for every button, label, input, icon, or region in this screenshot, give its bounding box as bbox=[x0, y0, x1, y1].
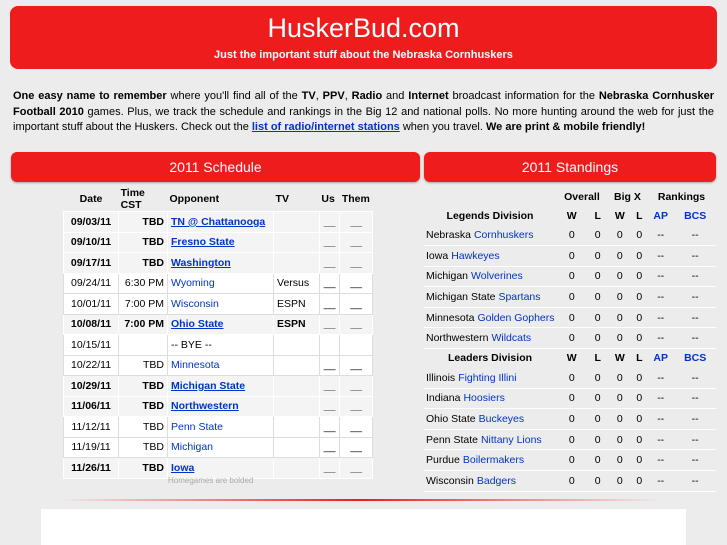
schedule-date: 09/03/11 bbox=[64, 212, 119, 233]
team-cell bbox=[424, 471, 556, 492]
schedule-opponent[interactable]: Michigan State bbox=[168, 376, 274, 397]
schedule-row bbox=[64, 294, 373, 315]
big-losses: 0 bbox=[632, 450, 647, 471]
division-header-row bbox=[424, 206, 716, 225]
schedule-date: 10/15/11 bbox=[64, 335, 119, 356]
big-wins: 0 bbox=[608, 246, 632, 267]
big-losses: 0 bbox=[632, 409, 647, 430]
schedule-us-score: __ bbox=[319, 212, 339, 233]
team-mascot-link[interactable]: Golden Gophers bbox=[477, 311, 555, 324]
schedule-opponent[interactable]: Iowa bbox=[168, 458, 274, 479]
ap-rank: -- bbox=[647, 225, 674, 246]
col-ap[interactable]: AP bbox=[653, 352, 668, 365]
schedule-tv bbox=[274, 458, 320, 479]
standings-row bbox=[424, 429, 716, 450]
team-mascot-link[interactable]: Cornhuskers bbox=[473, 229, 534, 242]
overall-losses: 0 bbox=[588, 287, 608, 308]
site-subtitle: Just the important stuff about the Nebraska Cornhuskers bbox=[214, 49, 513, 61]
col-time: Time CST bbox=[120, 187, 145, 211]
team-school: Michigan bbox=[426, 270, 469, 283]
schedule-them-score: __ bbox=[340, 355, 373, 376]
team-cell bbox=[424, 266, 556, 287]
col-bcs[interactable]: BCS bbox=[684, 209, 707, 222]
standings-table bbox=[424, 187, 716, 492]
team-school: Northwestern bbox=[426, 332, 489, 345]
schedule-opponent[interactable]: Wyoming bbox=[168, 273, 274, 294]
overall-wins: 0 bbox=[556, 307, 588, 328]
team-cell bbox=[424, 307, 556, 328]
divider bbox=[60, 499, 660, 501]
schedule-date: 10/08/11 bbox=[64, 314, 119, 335]
standings-header-row bbox=[424, 187, 716, 206]
big-losses: 0 bbox=[632, 225, 647, 246]
big-wins: 0 bbox=[608, 368, 632, 389]
schedule-tv bbox=[274, 376, 320, 397]
standings-row bbox=[424, 246, 716, 267]
schedule-date: 11/06/11 bbox=[64, 396, 119, 417]
schedule-us-score: __ bbox=[319, 355, 339, 376]
team-mascot-link[interactable]: Nittany Lions bbox=[480, 433, 542, 446]
team-mascot-link[interactable]: Spartans bbox=[498, 291, 541, 304]
schedule-tv bbox=[274, 232, 320, 253]
schedule-time: TBD bbox=[119, 253, 168, 274]
schedule-opponent[interactable]: Northwestern bbox=[168, 396, 274, 417]
intro-text: and bbox=[382, 90, 409, 102]
schedule-them-score: __ bbox=[340, 458, 373, 479]
overall-wins: 0 bbox=[556, 368, 588, 389]
big-losses: 0 bbox=[632, 287, 647, 308]
intro-friendly: We are print & mobile friendly! bbox=[486, 121, 646, 133]
bcs-rank: -- bbox=[674, 225, 716, 246]
schedule-heading: 2011 Schedule bbox=[11, 152, 420, 182]
schedule-row bbox=[64, 232, 373, 253]
big-wins: 0 bbox=[608, 328, 632, 349]
division-header-row bbox=[424, 349, 716, 368]
schedule-time: 6:30 PM bbox=[119, 273, 168, 294]
col-opponent: Opponent bbox=[169, 193, 220, 205]
intro-text: broadcast information for the bbox=[448, 90, 599, 102]
schedule-us-score: __ bbox=[319, 396, 339, 417]
col-date: Date bbox=[79, 193, 103, 205]
team-school: Michigan State bbox=[426, 291, 496, 304]
col-us: Us bbox=[321, 193, 335, 205]
team-mascot-link[interactable]: Wildcats bbox=[491, 332, 532, 345]
schedule-us-score bbox=[319, 335, 339, 356]
schedule-table bbox=[63, 187, 373, 479]
col-big-w: W bbox=[614, 209, 625, 222]
team-mascot-link[interactable]: Boilermakers bbox=[462, 454, 525, 467]
overall-losses: 0 bbox=[588, 246, 608, 267]
schedule-us-score: __ bbox=[319, 273, 339, 294]
schedule-them-score: __ bbox=[340, 376, 373, 397]
big-wins: 0 bbox=[608, 429, 632, 450]
big-wins: 0 bbox=[608, 388, 632, 409]
ap-rank: -- bbox=[647, 307, 674, 328]
team-cell bbox=[424, 328, 556, 349]
team-school: Purdue bbox=[426, 454, 460, 467]
intro-tv: TV bbox=[301, 90, 316, 102]
team-school: Illinois bbox=[426, 371, 456, 384]
schedule-date: 09/24/11 bbox=[64, 273, 119, 294]
schedule-us-score: __ bbox=[319, 232, 339, 253]
intro-text: when you travel. bbox=[399, 121, 486, 133]
schedule-row bbox=[64, 355, 373, 376]
ap-rank: -- bbox=[647, 246, 674, 267]
overall-losses: 0 bbox=[588, 429, 608, 450]
bcs-rank: -- bbox=[674, 368, 716, 389]
standings-row bbox=[424, 368, 716, 389]
schedule-opponent[interactable]: Washington bbox=[168, 253, 274, 274]
schedule-them-score: __ bbox=[340, 232, 373, 253]
schedule-tv: ESPN bbox=[274, 294, 320, 315]
schedule-tv bbox=[274, 212, 320, 233]
overall-wins: 0 bbox=[556, 429, 588, 450]
ap-rank: -- bbox=[647, 409, 674, 430]
overall-wins: 0 bbox=[556, 328, 588, 349]
col-rankings: Rankings bbox=[657, 190, 706, 203]
col-them: Them bbox=[341, 193, 370, 205]
schedule-time bbox=[119, 335, 168, 356]
intro-internet: Internet bbox=[408, 90, 449, 102]
schedule-us-score: __ bbox=[319, 437, 339, 458]
schedule-row bbox=[64, 335, 373, 356]
team-mascot-link[interactable]: Wolverines bbox=[471, 270, 523, 283]
ap-rank: -- bbox=[647, 388, 674, 409]
schedule-us-score: __ bbox=[319, 458, 339, 479]
schedule-time: 7:00 PM bbox=[119, 294, 168, 315]
team-cell bbox=[424, 368, 556, 389]
schedule-date: 11/12/11 bbox=[64, 417, 119, 438]
bcs-rank: -- bbox=[674, 429, 716, 450]
overall-wins: 0 bbox=[556, 409, 588, 430]
team-cell bbox=[424, 429, 556, 450]
col-tv: TV bbox=[275, 193, 289, 205]
schedule-time: TBD bbox=[119, 232, 168, 253]
team-mascot-link[interactable]: Hoosiers bbox=[463, 392, 505, 405]
big-losses: 0 bbox=[632, 307, 647, 328]
bcs-rank: -- bbox=[674, 307, 716, 328]
schedule-tv bbox=[274, 253, 320, 274]
schedule-opponent[interactable]: Ohio State bbox=[168, 314, 274, 335]
col-overall-l: L bbox=[594, 352, 601, 365]
schedule-time: TBD bbox=[119, 396, 168, 417]
standings-row bbox=[424, 307, 716, 328]
intro-paragraph bbox=[13, 89, 714, 136]
schedule-time: TBD bbox=[119, 212, 168, 233]
col-big: Big X bbox=[614, 190, 641, 203]
intro-text: games. Plus, we track the schedule and rankings in the Big 12 and national polls. No more hunting around the web for just the important stuff about the Huskers. Check out the bbox=[13, 105, 715, 133]
schedule-opponent[interactable]: Wisconsin bbox=[168, 294, 274, 315]
schedule-row bbox=[64, 253, 373, 274]
col-ap[interactable]: AP bbox=[653, 209, 668, 222]
standings-row bbox=[424, 471, 716, 492]
schedule-footnote: Homegames are bolded bbox=[168, 476, 254, 485]
standings-row bbox=[424, 450, 716, 471]
schedule-them-score: __ bbox=[340, 294, 373, 315]
schedule-row bbox=[64, 212, 373, 233]
bcs-rank: -- bbox=[674, 409, 716, 430]
schedule-us-score: __ bbox=[319, 294, 339, 315]
schedule-time: TBD bbox=[119, 355, 168, 376]
col-overall: Overall bbox=[564, 190, 600, 203]
schedule-us-score: __ bbox=[319, 417, 339, 438]
bcs-rank: -- bbox=[674, 266, 716, 287]
division-name: Legends Division bbox=[446, 209, 534, 222]
schedule-row bbox=[64, 437, 373, 458]
big-wins: 0 bbox=[608, 225, 632, 246]
site-header bbox=[10, 6, 717, 69]
team-school: Nebraska bbox=[426, 229, 471, 242]
team-school: Minnesota bbox=[426, 311, 475, 324]
overall-losses: 0 bbox=[588, 471, 608, 492]
schedule-date: 11/26/11 bbox=[64, 458, 119, 479]
schedule-tv bbox=[274, 396, 320, 417]
schedule-time: TBD bbox=[119, 437, 168, 458]
intro-radio: Radio bbox=[351, 90, 383, 102]
big-losses: 0 bbox=[632, 471, 647, 492]
standings-row bbox=[424, 266, 716, 287]
schedule-us-score: __ bbox=[319, 253, 339, 274]
schedule-row bbox=[64, 314, 373, 335]
col-overall-w: W bbox=[566, 352, 577, 365]
overall-wins: 0 bbox=[556, 266, 588, 287]
schedule-opponent[interactable]: Minnesota bbox=[168, 355, 274, 376]
schedule-them-score: __ bbox=[340, 417, 373, 438]
overall-losses: 0 bbox=[588, 450, 608, 471]
ap-rank: -- bbox=[647, 471, 674, 492]
overall-losses: 0 bbox=[588, 266, 608, 287]
overall-wins: 0 bbox=[556, 388, 588, 409]
big-wins: 0 bbox=[608, 287, 632, 308]
schedule-them-score bbox=[340, 335, 373, 356]
schedule-row bbox=[64, 458, 373, 479]
bcs-rank: -- bbox=[674, 388, 716, 409]
schedule-them-score: __ bbox=[340, 314, 373, 335]
overall-wins: 0 bbox=[556, 471, 588, 492]
ap-rank: -- bbox=[647, 429, 674, 450]
big-losses: 0 bbox=[632, 368, 647, 389]
schedule-time: 7:00 PM bbox=[119, 314, 168, 335]
col-big-l: L bbox=[636, 352, 643, 365]
overall-losses: 0 bbox=[588, 328, 608, 349]
overall-losses: 0 bbox=[588, 307, 608, 328]
schedule-them-score: __ bbox=[340, 273, 373, 294]
intro-team: Nebraska Cornhusker Football 2010 bbox=[13, 90, 714, 118]
overall-losses: 0 bbox=[588, 409, 608, 430]
col-overall-l: L bbox=[594, 209, 601, 222]
schedule-date: 10/01/11 bbox=[64, 294, 119, 315]
standings-row bbox=[424, 225, 716, 246]
team-cell bbox=[424, 246, 556, 267]
team-school: Wisconsin bbox=[426, 474, 474, 487]
ap-rank: -- bbox=[647, 287, 674, 308]
schedule-them-score: __ bbox=[340, 437, 373, 458]
col-big-l: L bbox=[636, 209, 643, 222]
schedule-them-score: __ bbox=[340, 253, 373, 274]
intro-comma: , bbox=[344, 90, 352, 102]
schedule-date: 09/17/11 bbox=[64, 253, 119, 274]
schedule-tv bbox=[274, 437, 320, 458]
intro-comma: , bbox=[315, 90, 323, 102]
schedule-tv bbox=[274, 355, 320, 376]
schedule-date: 10/22/11 bbox=[64, 355, 119, 376]
division-name: Leaders Division bbox=[447, 352, 533, 365]
bcs-rank: -- bbox=[674, 287, 716, 308]
big-losses: 0 bbox=[632, 328, 647, 349]
schedule-opponent[interactable]: Michigan bbox=[168, 437, 274, 458]
schedule-tv: ESPN bbox=[274, 314, 320, 335]
schedule-opponent: -- BYE -- bbox=[168, 335, 274, 356]
overall-wins: 0 bbox=[556, 287, 588, 308]
team-mascot-link[interactable]: Hawkeyes bbox=[451, 249, 500, 262]
big-losses: 0 bbox=[632, 246, 647, 267]
schedule-opponent[interactable]: Penn State bbox=[168, 417, 274, 438]
col-big-w: W bbox=[614, 352, 625, 365]
bcs-rank: -- bbox=[674, 328, 716, 349]
team-cell bbox=[424, 388, 556, 409]
schedule-header-row bbox=[64, 187, 373, 212]
stations-link[interactable]: list of radio/internet stations bbox=[251, 121, 400, 133]
schedule-row bbox=[64, 273, 373, 294]
col-overall-w: W bbox=[566, 209, 577, 222]
schedule-opponent[interactable]: TN @ Chattanooga bbox=[168, 212, 274, 233]
team-cell bbox=[424, 287, 556, 308]
overall-losses: 0 bbox=[588, 388, 608, 409]
team-cell bbox=[424, 409, 556, 430]
standings-heading: 2011 Standings bbox=[424, 152, 716, 182]
big-wins: 0 bbox=[608, 409, 632, 430]
big-wins: 0 bbox=[608, 471, 632, 492]
team-school: Indiana bbox=[426, 392, 461, 405]
big-wins: 0 bbox=[608, 307, 632, 328]
schedule-time: TBD bbox=[119, 458, 168, 479]
schedule-tv bbox=[274, 417, 320, 438]
schedule-row bbox=[64, 396, 373, 417]
schedule-date: 10/29/11 bbox=[64, 376, 119, 397]
schedule-us-score: __ bbox=[319, 314, 339, 335]
overall-wins: 0 bbox=[556, 246, 588, 267]
schedule-tv bbox=[274, 335, 320, 356]
team-cell bbox=[424, 450, 556, 471]
ap-rank: -- bbox=[647, 450, 674, 471]
bcs-rank: -- bbox=[674, 246, 716, 267]
intro-ppv: PPV bbox=[322, 90, 345, 102]
bcs-rank: -- bbox=[674, 471, 716, 492]
standings-row bbox=[424, 287, 716, 308]
team-cell bbox=[424, 225, 556, 246]
team-mascot-link[interactable]: Fighting Illini bbox=[458, 371, 517, 384]
overall-losses: 0 bbox=[588, 368, 608, 389]
bcs-rank: -- bbox=[674, 450, 716, 471]
standings-row bbox=[424, 328, 716, 349]
big-wins: 0 bbox=[608, 450, 632, 471]
schedule-us-score: __ bbox=[319, 376, 339, 397]
overall-losses: 0 bbox=[588, 225, 608, 246]
big-wins: 0 bbox=[608, 266, 632, 287]
big-losses: 0 bbox=[632, 266, 647, 287]
team-mascot-link[interactable]: Buckeyes bbox=[478, 413, 525, 426]
ap-rank: -- bbox=[647, 368, 674, 389]
col-bcs[interactable]: BCS bbox=[684, 352, 707, 365]
team-school: Ohio State bbox=[426, 413, 476, 426]
schedule-them-score: __ bbox=[340, 212, 373, 233]
standings-row bbox=[424, 388, 716, 409]
schedule-time: TBD bbox=[119, 417, 168, 438]
team-school: Iowa bbox=[426, 249, 449, 262]
intro-lead: One easy name to remember bbox=[13, 90, 167, 102]
big-losses: 0 bbox=[632, 429, 647, 450]
standings-row bbox=[424, 409, 716, 430]
ad-area bbox=[41, 509, 686, 545]
ap-rank: -- bbox=[647, 328, 674, 349]
schedule-time: TBD bbox=[119, 376, 168, 397]
big-losses: 0 bbox=[632, 388, 647, 409]
overall-wins: 0 bbox=[556, 225, 588, 246]
schedule-row bbox=[64, 417, 373, 438]
intro-text: where you'll find all of the bbox=[166, 90, 302, 102]
ap-rank: -- bbox=[647, 266, 674, 287]
team-mascot-link[interactable]: Badgers bbox=[476, 474, 516, 487]
schedule-row bbox=[64, 376, 373, 397]
site-title[interactable]: HuskerBud.com bbox=[267, 13, 460, 43]
overall-wins: 0 bbox=[556, 450, 588, 471]
schedule-them-score: __ bbox=[340, 396, 373, 417]
schedule-date: 09/10/11 bbox=[64, 232, 119, 253]
schedule-tv: Versus bbox=[274, 273, 320, 294]
schedule-date: 11/19/11 bbox=[64, 437, 119, 458]
team-school: Penn State bbox=[426, 433, 478, 446]
schedule-opponent[interactable]: Fresno State bbox=[168, 232, 274, 253]
